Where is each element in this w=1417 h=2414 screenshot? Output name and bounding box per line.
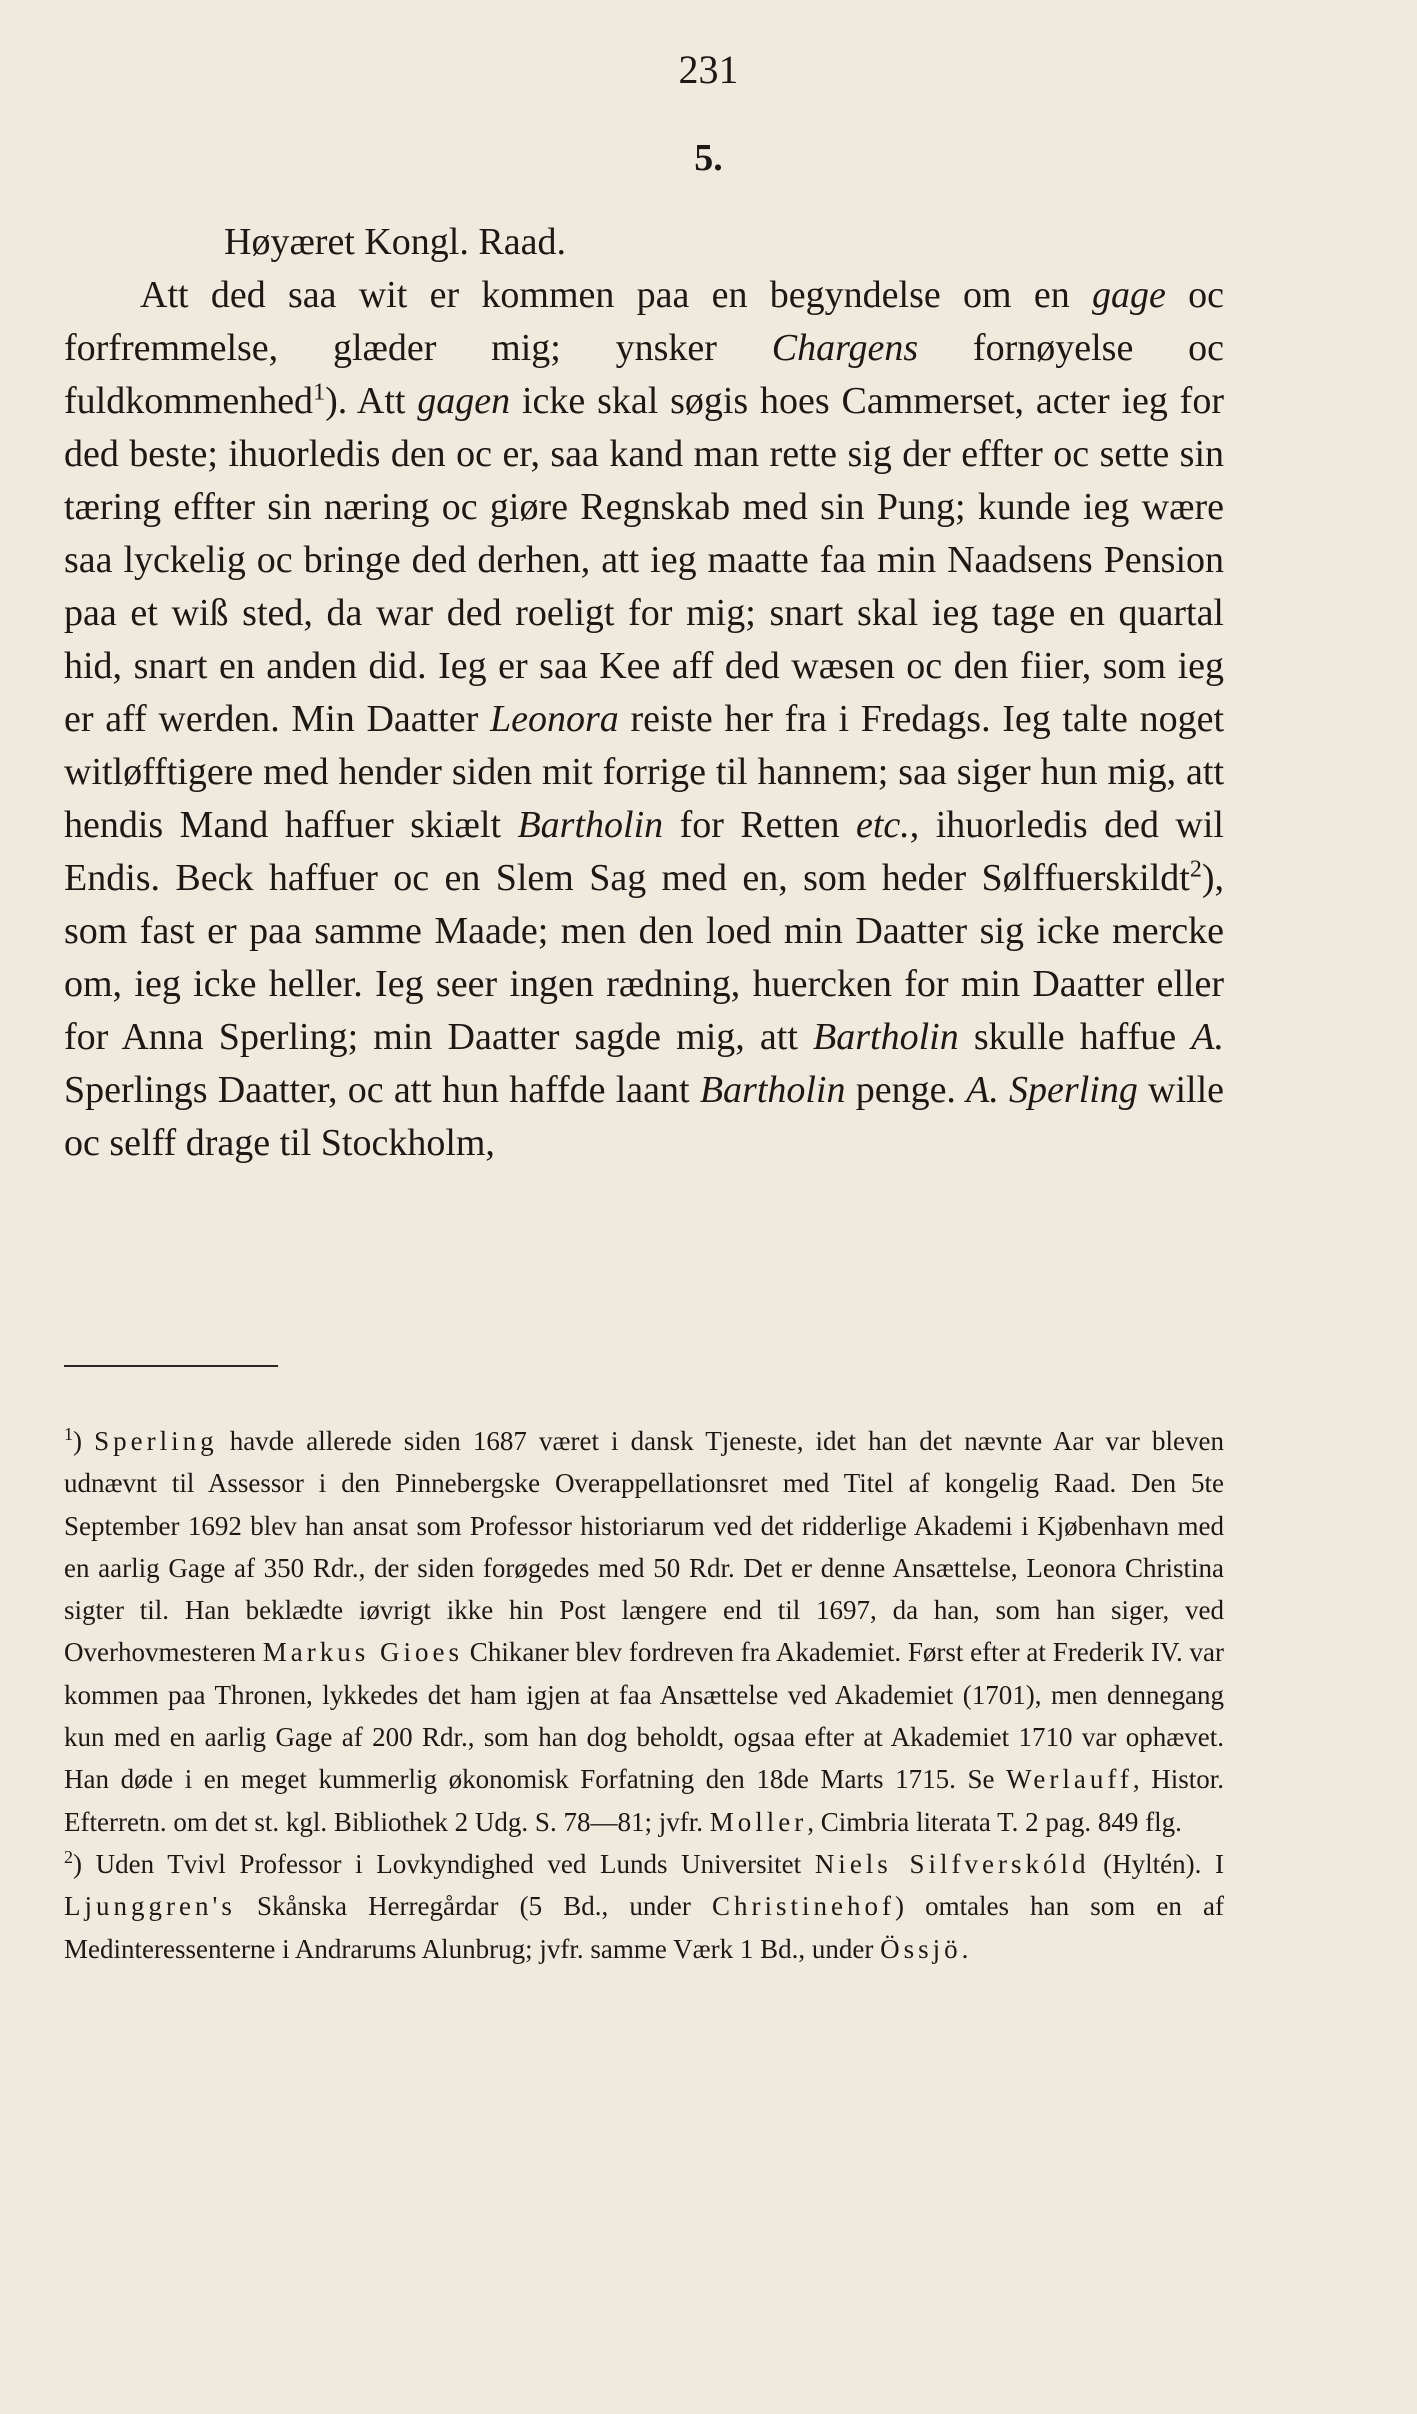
text-fragment: , ihuorledis ded wil Endis. Beck haffuer oc en Slem Sag med en, som heder Sølffuerskildt [64, 804, 1224, 899]
letter-salutation: Høyæret Kongl. Raad. [224, 221, 566, 263]
text-fragment: fornøyelse oc fuldkommenhed [64, 327, 1224, 422]
footnote-marker: 2 [64, 1846, 73, 1867]
italic-fragment: gage [1091, 274, 1166, 316]
spaced-name: Moller [709, 1806, 808, 1837]
footnote [64, 1843, 1224, 1970]
letter-body [64, 269, 1224, 1170]
spaced-name: Werlauff [1006, 1764, 1133, 1795]
text-fragment: icke skal søgis hoes Cammerset, acter ieg for ded beste; ihuorledis den oc er, saa kand man rette sig der effter oc sette sin tæring effter sin næring oc giøre Regnskab med sin Pung; kunde ieg wære saa lyckelig oc bringe ded derhen, att ieg maatte faa min Naadsens Pension paa et wiß sted, da war ded roeligt for mig; snart skal ieg tage en quartal hid, snart en anden did. Ieg er saa Kee aff ded wæsen oc den fiier, som ieg er aff werden. Min Daatter [64, 380, 1224, 740]
footnote-rule [64, 1365, 278, 1367]
footnotes [64, 1420, 1224, 1970]
footnote [64, 1420, 1224, 1843]
italic-fragment: Leonora [489, 698, 619, 740]
footnote-text: . [961, 1933, 969, 1964]
text-fragment: reiste her fra i Fredags. Ieg talte noget witløfftigere med hender siden mit forrige til hannem; saa siger hun mig, att hendis Mand haffuer skiælt [64, 698, 1225, 846]
text-fragment: wille oc selff drage til Stockholm, [64, 1069, 1225, 1164]
text-fragment: for Retten [663, 804, 856, 846]
footnote-ref: 1 [313, 379, 326, 406]
italic-fragment: gagen [417, 380, 511, 422]
text-fragment: Sperlings Daatter, oc att hun haffde laant [64, 1069, 700, 1111]
section-number: 5. [694, 137, 723, 179]
text-fragment: Att ded saa wit er kommen paa en begyndelse om en [140, 274, 1092, 316]
footnote-text: havde allerede siden 1687 været i dansk Tjeneste, idet han det nævnte Aar var bleven udnævnt til Assessor i den Pinnebergske Overappellationsret med Titel af kongelig Raad. Den 5te September 1692 blev han ansat som Professor historiarum ved det ridderlige Akademi i Kjøbenhavn med en aarlig Gage af 350 Rdr., der siden forøgedes med 50 Rdr. Det er denne Ansættelse, Leonora Christina sigter til. Han beklædte iøvrigt ikke hin Post længere end til 1697, da han, som han siger, ved Overhovmesteren [64, 1426, 1224, 1668]
italic-fragment: Bartholin [813, 1016, 959, 1058]
spaced-name: Christinehof [711, 1891, 895, 1922]
spaced-name: Össjö [880, 1933, 962, 1964]
page-number: 231 [678, 47, 739, 92]
footnote-marker: 1 [64, 1424, 73, 1444]
italic-fragment: Bartholin [517, 804, 664, 846]
footnote-text: , Histor. Efterretn. om det st. kgl. Bibliothek 2 Udg. S. 78—81; jvfr. [64, 1764, 1224, 1837]
footnote-text: Skånska Herregårdar (5 Bd., under [235, 1891, 712, 1922]
italic-fragment: A. Sperling [966, 1069, 1138, 1111]
footnote-text: (Hyltén). I [1089, 1848, 1224, 1879]
footnote-text: ) Uden Tvivl Professor i Lovkyndighed ved Lunds Universitet [73, 1848, 815, 1879]
text-fragment: skulle haffue [958, 1016, 1192, 1058]
text-fragment: ). Att [325, 380, 418, 422]
footnote-text: Chikaner blev fordreven fra Akademiet. Først efter at Frederik IV. var kommen paa Thronen, lykkedes det ham igjen at faa Ansættelse ved Akademiet (1701), men dennegang kun med en aarlig Gage af 200 Rdr., som han dog beholdt, ogsaa efter at Akademiet 1710 var ophævet. Han døde i en meget kummerlig økonomisk Forfatning den 18de Marts 1715. Se [64, 1637, 1225, 1795]
footnote-ref: 2 [1189, 856, 1202, 883]
text-fragment: penge. [845, 1069, 967, 1111]
footnote-text: , Cimbria literata T. 2 pag. 849 flg. [807, 1806, 1182, 1837]
italic-fragment: Bartholin [699, 1069, 846, 1111]
spaced-name: Niels Silfverskóld [814, 1848, 1090, 1879]
letter-text [64, 216, 1224, 1170]
italic-fragment: etc. [855, 804, 910, 846]
spaced-name: Ljunggren's [64, 1891, 236, 1922]
text-fragment: oc forfremmelse, glæder mig; ynsker [64, 274, 1224, 369]
italic-fragment: Chargens [771, 327, 919, 369]
footnote-text: ) [73, 1426, 95, 1456]
footnote-text: ) omtales han som en af Medinteressenterne i Andrarums Alunbrug; jvfr. samme Værk 1 Bd., under [64, 1891, 1224, 1964]
italic-fragment: A. [1191, 1016, 1225, 1058]
text-fragment: ), som fast er paa samme Maade; men den loed min Daatter sig icke mercke om, ieg icke heller. Ieg seer ingen rædning, huercken for min Daatter eller for Anna Sperling; min Daatter sagde mig, att [64, 857, 1224, 1058]
spaced-name: Sperling [94, 1426, 218, 1456]
spaced-name: Markus Gioes [262, 1637, 464, 1668]
